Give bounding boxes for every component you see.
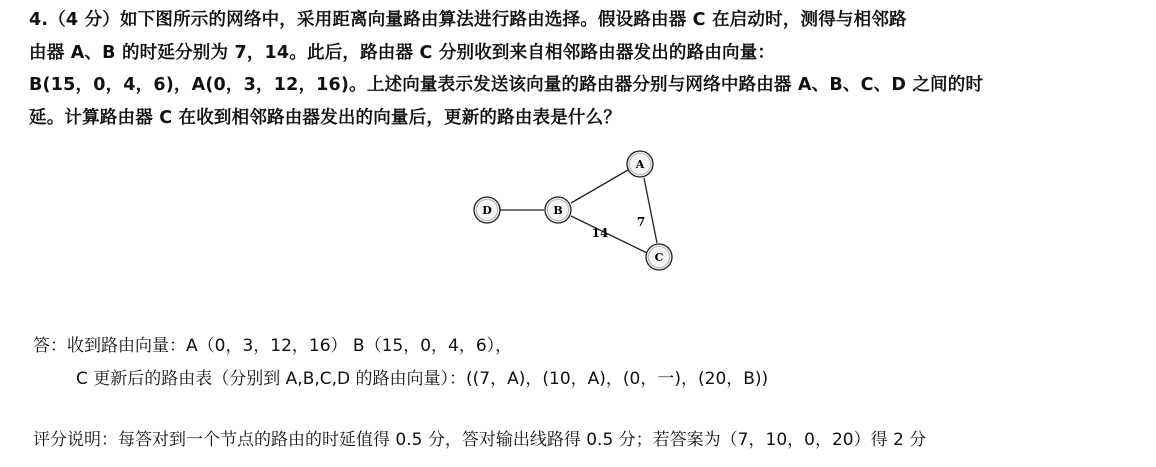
- node-c-label: C: [654, 251, 664, 264]
- edge-b-c: [571, 216, 647, 253]
- question-line-2: 由器 A、B 的时延分别为 7，14。此后，路由器 C 分别收到来自相邻路由器发出的路由向量：: [29, 42, 776, 63]
- question-text: [29, 4, 1134, 134]
- network-diagram: [460, 142, 700, 277]
- question-line-4: 延。计算路由器 C 在收到相邻路由器发出的向量后，更新的路由表是什么？: [29, 107, 622, 128]
- node-a-label: A: [635, 158, 645, 171]
- node-b-label: B: [553, 204, 563, 217]
- node-d-label: D: [482, 204, 492, 217]
- node-c: [646, 244, 672, 270]
- answer-line-1: 答：收到路由向量：A（0，3，12，16） B（15，0，4，6），: [33, 336, 513, 356]
- edge-label-a-c: 7: [636, 215, 646, 229]
- edge-b-a: [571, 170, 628, 203]
- grading-note: 评分说明：每答对到一个节点的路由的时延值得 0.5 分，答对输出线路得 0.5 分；若答案为（7，10，0，20）得 2 分: [33, 430, 927, 450]
- edge-a-c: [644, 178, 657, 243]
- answer-line-2: C 更新后的路由表（分别到 A,B,C,D 的路由向量）：((7，A)，(10，A)，(0，一)，(20，B)): [76, 369, 769, 389]
- network-diagram-svg: [460, 142, 700, 277]
- question-line-1: 4.（4 分）如下图所示的网络中，采用距离向量路由算法进行路由选择。假设路由器 C 在启动时，测得与相邻路: [29, 10, 907, 30]
- node-b: [545, 197, 571, 223]
- question-line-3: B(15，0，4，6)，A(0，3，12，16)。上述向量表示发送该向量的路由器分别与网络中路由器 A、B、C、D 之间的时: [29, 75, 984, 95]
- node-a: [627, 151, 653, 177]
- node-d: [474, 197, 500, 223]
- edge-label-b-c: 14: [591, 226, 609, 240]
- answer-block: [33, 330, 1133, 396]
